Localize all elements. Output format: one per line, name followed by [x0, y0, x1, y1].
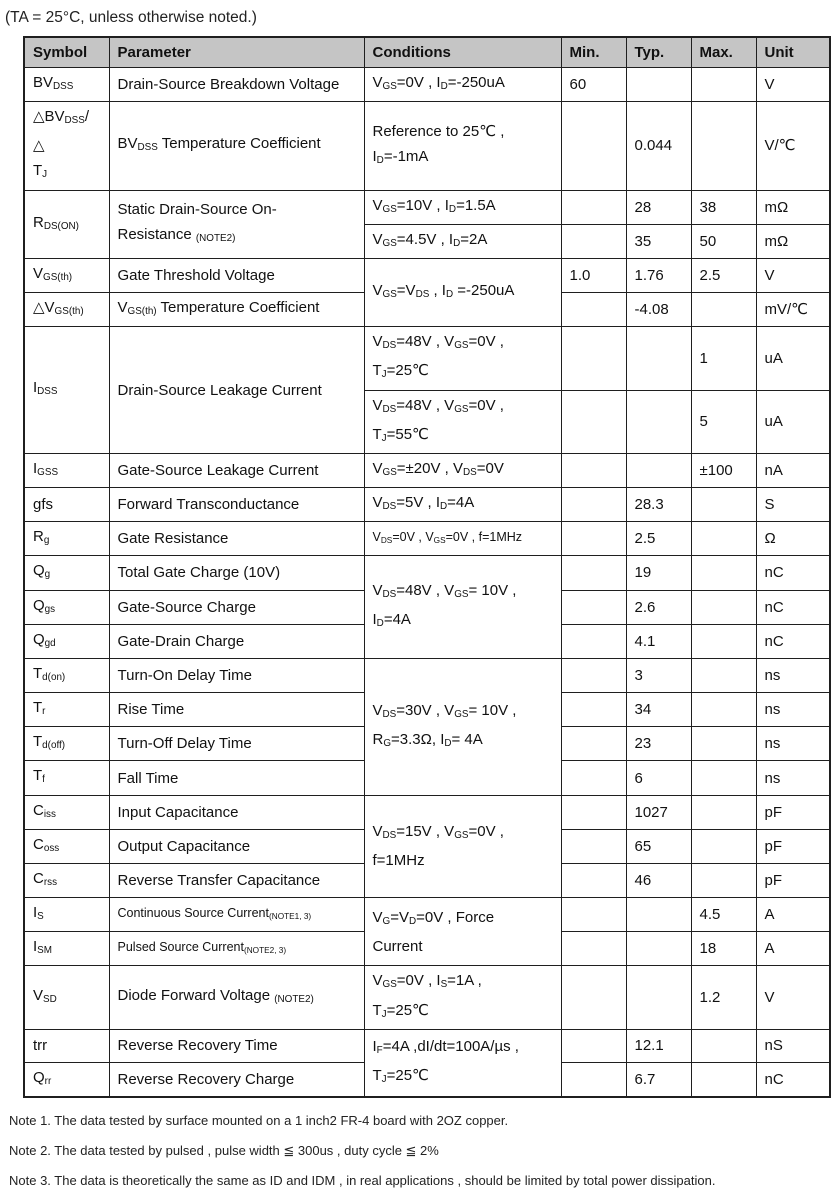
symbol-cell: VSD — [24, 966, 109, 1029]
conditions-cell: VGS=4.5V , ID=2A — [364, 224, 561, 258]
electrical-characteristics-table — [23, 36, 831, 1098]
min-cell — [561, 190, 626, 224]
min-cell: 1.0 — [561, 258, 626, 292]
conditions-cell: VDS=48V , VGS=0V , TJ=25℃ — [364, 327, 561, 390]
parameter-cell: Static Drain-Source On- Resistance (NOTE2) — [109, 190, 364, 258]
table-row — [24, 453, 830, 487]
min-cell — [561, 556, 626, 590]
table-row — [24, 658, 830, 692]
unit-cell: ns — [756, 658, 830, 692]
min-cell — [561, 102, 626, 190]
max-cell — [691, 102, 756, 190]
unit-cell: ns — [756, 693, 830, 727]
unit-cell: A — [756, 898, 830, 932]
unit-cell: pF — [756, 795, 830, 829]
parameter-cell: BVDSS Temperature Coefficient — [109, 102, 364, 190]
min-cell — [561, 966, 626, 1029]
max-cell: ±100 — [691, 453, 756, 487]
column-header-unit: Unit — [756, 37, 830, 68]
min-cell — [561, 522, 626, 556]
table-row — [24, 556, 830, 590]
unit-cell: pF — [756, 829, 830, 863]
typ-cell: 12.1 — [626, 1029, 691, 1062]
unit-cell: nA — [756, 453, 830, 487]
max-cell — [691, 1029, 756, 1062]
parameter-cell: Drain-Source Breakdown Voltage — [109, 68, 364, 102]
max-cell — [691, 863, 756, 897]
symbol-cell: ISM — [24, 932, 109, 966]
symbol-cell: Coss — [24, 829, 109, 863]
max-cell — [691, 522, 756, 556]
parameter-cell: VGS(th) Temperature Coefficient — [109, 293, 364, 327]
unit-cell: Ω — [756, 522, 830, 556]
parameter-cell: Turn-Off Delay Time — [109, 727, 364, 761]
typ-cell — [626, 453, 691, 487]
min-cell — [561, 727, 626, 761]
min-cell — [561, 658, 626, 692]
parameter-cell: Gate-Source Charge — [109, 590, 364, 624]
unit-cell: nC — [756, 1062, 830, 1097]
symbol-cell: Td(on) — [24, 658, 109, 692]
min-cell — [561, 1029, 626, 1062]
symbol-cell: Qrr — [24, 1062, 109, 1097]
typ-cell: 28.3 — [626, 488, 691, 522]
conditions-cell: IF=4A ,dI/dt=100A/µs , TJ=25℃ — [364, 1029, 561, 1097]
table-row — [24, 327, 830, 390]
typ-cell: 35 — [626, 224, 691, 258]
typ-cell: 65 — [626, 829, 691, 863]
note-3: Note 3. The data is theoretically the same as ID and IDM , in real applications , should be limited by total power dissipation. — [9, 1172, 716, 1188]
typ-cell: 2.5 — [626, 522, 691, 556]
unit-cell: uA — [756, 390, 830, 453]
symbol-cell: Qgd — [24, 624, 109, 658]
max-cell — [691, 727, 756, 761]
typ-cell: 19 — [626, 556, 691, 590]
parameter-cell: Reverse Recovery Charge — [109, 1062, 364, 1097]
max-cell — [691, 488, 756, 522]
table-row — [24, 795, 830, 829]
unit-cell: A — [756, 932, 830, 966]
typ-cell: 2.6 — [626, 590, 691, 624]
max-cell — [691, 293, 756, 327]
parameter-cell: Fall Time — [109, 761, 364, 795]
conditions-cell: VDS=5V , ID=4A — [364, 488, 561, 522]
conditions-cell: VG=VD=0V , Force Current — [364, 898, 561, 966]
parameter-cell: Rise Time — [109, 693, 364, 727]
unit-cell: uA — [756, 327, 830, 390]
min-cell — [561, 293, 626, 327]
table-row — [24, 102, 830, 190]
typ-cell: 4.1 — [626, 624, 691, 658]
min-cell — [561, 693, 626, 727]
conditions-cell: VDS=30V , VGS= 10V , RG=3.3Ω, ID= 4A — [364, 658, 561, 795]
unit-cell: nC — [756, 556, 830, 590]
typ-cell — [626, 327, 691, 390]
typ-cell: 6 — [626, 761, 691, 795]
parameter-cell: Gate-Source Leakage Current — [109, 453, 364, 487]
column-header-symbol: Symbol — [24, 37, 109, 68]
symbol-cell: IGSS — [24, 453, 109, 487]
parameter-cell: Reverse Transfer Capacitance — [109, 863, 364, 897]
footnotes — [9, 1113, 831, 1188]
max-cell — [691, 658, 756, 692]
min-cell — [561, 761, 626, 795]
conditions-cell: VDS=0V , VGS=0V , f=1MHz — [364, 522, 561, 556]
conditions-cell: VDS=48V , VGS= 10V , ID=4A — [364, 556, 561, 659]
typ-cell — [626, 390, 691, 453]
table-body — [24, 68, 830, 1097]
parameter-cell: Gate Resistance — [109, 522, 364, 556]
max-cell — [691, 624, 756, 658]
conditions-cell: VGS=VDS , ID =-250uA — [364, 258, 561, 326]
symbol-cell: Ciss — [24, 795, 109, 829]
unit-cell: V — [756, 966, 830, 1029]
max-cell — [691, 795, 756, 829]
unit-cell: V/℃ — [756, 102, 830, 190]
symbol-cell: Td(off) — [24, 727, 109, 761]
symbol-cell: trr — [24, 1029, 109, 1062]
table-row — [24, 966, 830, 1029]
conditions-cell: VGS=0V , IS=1A , TJ=25℃ — [364, 966, 561, 1029]
max-cell: 1 — [691, 327, 756, 390]
table-header — [24, 37, 830, 68]
unit-cell: mV/℃ — [756, 293, 830, 327]
column-header-parameter: Parameter — [109, 37, 364, 68]
typ-cell — [626, 898, 691, 932]
unit-cell: mΩ — [756, 224, 830, 258]
parameter-cell: Input Capacitance — [109, 795, 364, 829]
symbol-cell: VGS(th) — [24, 258, 109, 292]
parameter-cell: Turn-On Delay Time — [109, 658, 364, 692]
symbol-cell: Tf — [24, 761, 109, 795]
conditions-cell: VDS=15V , VGS=0V , f=1MHz — [364, 795, 561, 898]
min-cell — [561, 327, 626, 390]
min-cell — [561, 898, 626, 932]
min-cell — [561, 932, 626, 966]
column-header-typ: Typ. — [626, 37, 691, 68]
unit-cell: pF — [756, 863, 830, 897]
typ-cell: 34 — [626, 693, 691, 727]
note-2: Note 2. The data tested by pulsed , pulse width ≦ 300us , duty cycle ≦ 2% — [9, 1142, 439, 1158]
typ-cell: 0.044 — [626, 102, 691, 190]
typ-cell: 23 — [626, 727, 691, 761]
min-cell — [561, 390, 626, 453]
min-cell — [561, 829, 626, 863]
max-cell — [691, 68, 756, 102]
max-cell — [691, 761, 756, 795]
typ-cell: 6.7 — [626, 1062, 691, 1097]
symbol-cell: IDSS — [24, 327, 109, 454]
symbol-cell: RDS(ON) — [24, 190, 109, 258]
symbol-cell: Qgs — [24, 590, 109, 624]
parameter-cell: Gate Threshold Voltage — [109, 258, 364, 292]
min-cell — [561, 590, 626, 624]
max-cell: 5 — [691, 390, 756, 453]
max-cell — [691, 829, 756, 863]
unit-cell: nS — [756, 1029, 830, 1062]
table-row — [24, 488, 830, 522]
parameter-cell: Forward Transconductance — [109, 488, 364, 522]
parameter-cell: Total Gate Charge (10V) — [109, 556, 364, 590]
unit-cell: ns — [756, 761, 830, 795]
column-header-min: Min. — [561, 37, 626, 68]
symbol-cell: Qg — [24, 556, 109, 590]
min-cell — [561, 224, 626, 258]
conditions-cell: VGS=10V , ID=1.5A — [364, 190, 561, 224]
max-cell: 4.5 — [691, 898, 756, 932]
min-cell — [561, 624, 626, 658]
symbol-cell: Tr — [24, 693, 109, 727]
parameter-cell: Continuous Source Current(NOTE1, 3) — [109, 898, 364, 932]
min-cell — [561, 488, 626, 522]
column-header-conditions: Conditions — [364, 37, 561, 68]
typ-cell: 1.76 — [626, 258, 691, 292]
table-row — [24, 258, 830, 292]
symbol-cell: △BVDSS/△ TJ — [24, 102, 109, 190]
unit-cell: nC — [756, 590, 830, 624]
conditions-cell: Reference to 25℃ , ID=-1mA — [364, 102, 561, 190]
symbol-cell: IS — [24, 898, 109, 932]
table-row — [24, 1029, 830, 1062]
min-cell — [561, 1062, 626, 1097]
max-cell — [691, 693, 756, 727]
max-cell: 2.5 — [691, 258, 756, 292]
column-header-max: Max. — [691, 37, 756, 68]
conditions-cell: VDS=48V , VGS=0V , TJ=55℃ — [364, 390, 561, 453]
max-cell — [691, 590, 756, 624]
symbol-cell: Crss — [24, 863, 109, 897]
unit-cell: V — [756, 258, 830, 292]
max-cell: 38 — [691, 190, 756, 224]
parameter-cell: Diode Forward Voltage (NOTE2) — [109, 966, 364, 1029]
typ-cell — [626, 932, 691, 966]
parameter-cell: Drain-Source Leakage Current — [109, 327, 364, 454]
unit-cell: nC — [756, 624, 830, 658]
unit-cell: mΩ — [756, 190, 830, 224]
typ-cell: 1027 — [626, 795, 691, 829]
table-row — [24, 68, 830, 102]
typ-cell: -4.08 — [626, 293, 691, 327]
min-cell — [561, 795, 626, 829]
note-1: Note 1. The data tested by surface mounted on a 1 inch2 FR-4 board with 2OZ copper. — [9, 1112, 509, 1128]
min-cell: 60 — [561, 68, 626, 102]
parameter-cell: Gate-Drain Charge — [109, 624, 364, 658]
typ-cell: 28 — [626, 190, 691, 224]
min-cell — [561, 863, 626, 897]
max-cell — [691, 1062, 756, 1097]
symbol-cell: BVDSS — [24, 68, 109, 102]
max-cell: 50 — [691, 224, 756, 258]
max-cell: 1.2 — [691, 966, 756, 1029]
table-row — [24, 898, 830, 932]
conditions-note-title: (TA = 25°C, unless otherwise noted.) — [5, 9, 257, 26]
unit-cell: ns — [756, 727, 830, 761]
min-cell — [561, 453, 626, 487]
typ-cell — [626, 68, 691, 102]
typ-cell — [626, 966, 691, 1029]
unit-cell: V — [756, 68, 830, 102]
conditions-cell: VGS=±20V , VDS=0V — [364, 453, 561, 487]
parameter-cell: Output Capacitance — [109, 829, 364, 863]
typ-cell: 46 — [626, 863, 691, 897]
max-cell: 18 — [691, 932, 756, 966]
header-row — [24, 37, 830, 68]
unit-cell: S — [756, 488, 830, 522]
parameter-cell: Reverse Recovery Time — [109, 1029, 364, 1062]
conditions-cell: VGS=0V , ID=-250uA — [364, 68, 561, 102]
symbol-cell: gfs — [24, 488, 109, 522]
symbol-cell: △VGS(th) — [24, 293, 109, 327]
parameter-cell: Pulsed Source Current(NOTE2, 3) — [109, 932, 364, 966]
symbol-cell: Rg — [24, 522, 109, 556]
table-row — [24, 522, 830, 556]
typ-cell: 3 — [626, 658, 691, 692]
table-row — [24, 190, 830, 224]
max-cell — [691, 556, 756, 590]
